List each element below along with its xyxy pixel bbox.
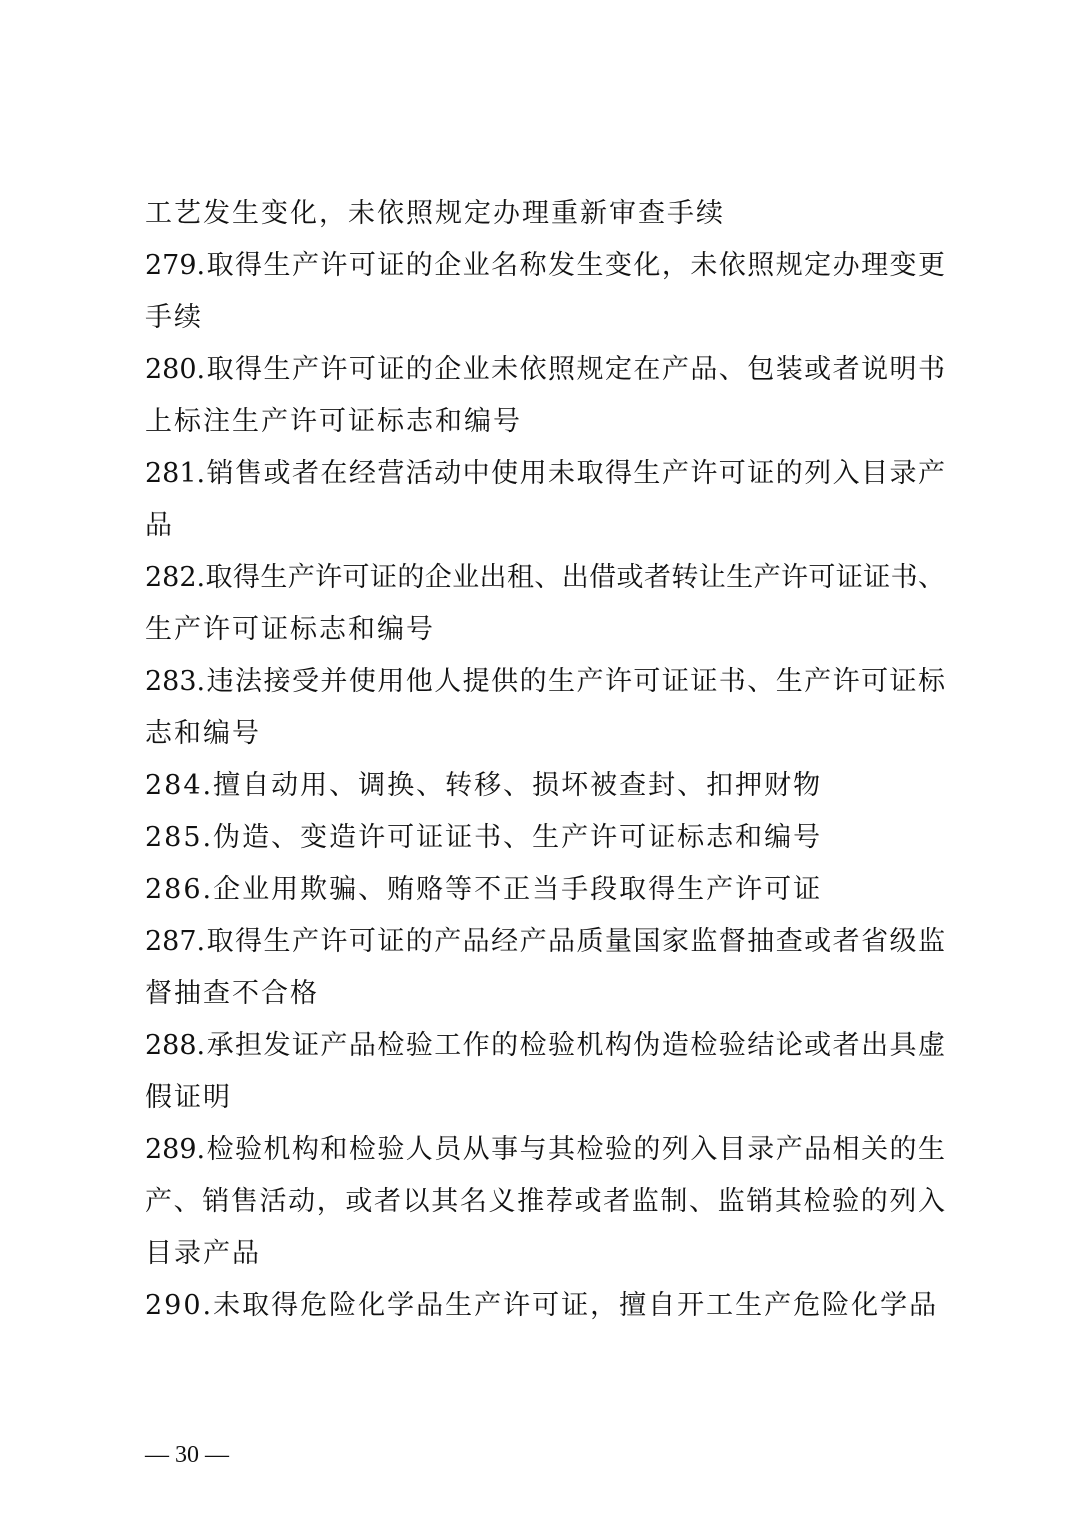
text-line: 假证明: [145, 1082, 232, 1113]
text-line: 290.未取得危险化学品生产许可证，擅自开工生产危险化学品: [145, 1290, 939, 1321]
text-line: 志和编号: [145, 718, 261, 749]
text-line: 生产许可证标志和编号: [145, 614, 435, 645]
text-line: 281.销售或者在经营活动中使用未取得生产许可证的列入目录产: [145, 458, 945, 489]
text-line: 品: [145, 510, 174, 541]
text-line: 289.检验机构和检验人员从事与其检验的列入目录产品相关的生: [145, 1134, 945, 1165]
text-line: 工艺发生变化，未依照规定办理重新审查手续: [145, 198, 725, 229]
page-number: — 30 —: [145, 1442, 229, 1468]
text-line: 产、销售活动，或者以其名义推荐或者监制、监销其检验的列入: [145, 1186, 945, 1217]
text-line: 282.取得生产许可证的企业出租、出借或者转让生产许可证证书、: [145, 562, 945, 593]
text-line: 279.取得生产许可证的企业名称发生变化，未依照规定办理变更: [145, 250, 945, 281]
text-line: 288.承担发证产品检验工作的检验机构伪造检验结论或者出具虚: [145, 1030, 945, 1061]
text-line: 手续: [145, 302, 203, 333]
text-line: 287.取得生产许可证的产品经产品质量国家监督抽查或者省级监: [145, 926, 945, 957]
text-line: 目录产品: [145, 1238, 261, 1269]
text-line: 督抽查不合格: [145, 978, 319, 1009]
text-line: 285.伪造、变造许可证证书、生产许可证标志和编号: [145, 822, 823, 853]
text-line: 286.企业用欺骗、贿赂等不正当手段取得生产许可证: [145, 874, 823, 905]
text-line: 280.取得生产许可证的企业未依照规定在产品、包装或者说明书: [145, 354, 945, 385]
text-line: 284.擅自动用、调换、转移、损坏被查封、扣押财物: [145, 770, 823, 801]
text-line: 283.违法接受并使用他人提供的生产许可证证书、生产许可证标: [145, 666, 945, 697]
text-line: 上标注生产许可证标志和编号: [145, 406, 522, 437]
